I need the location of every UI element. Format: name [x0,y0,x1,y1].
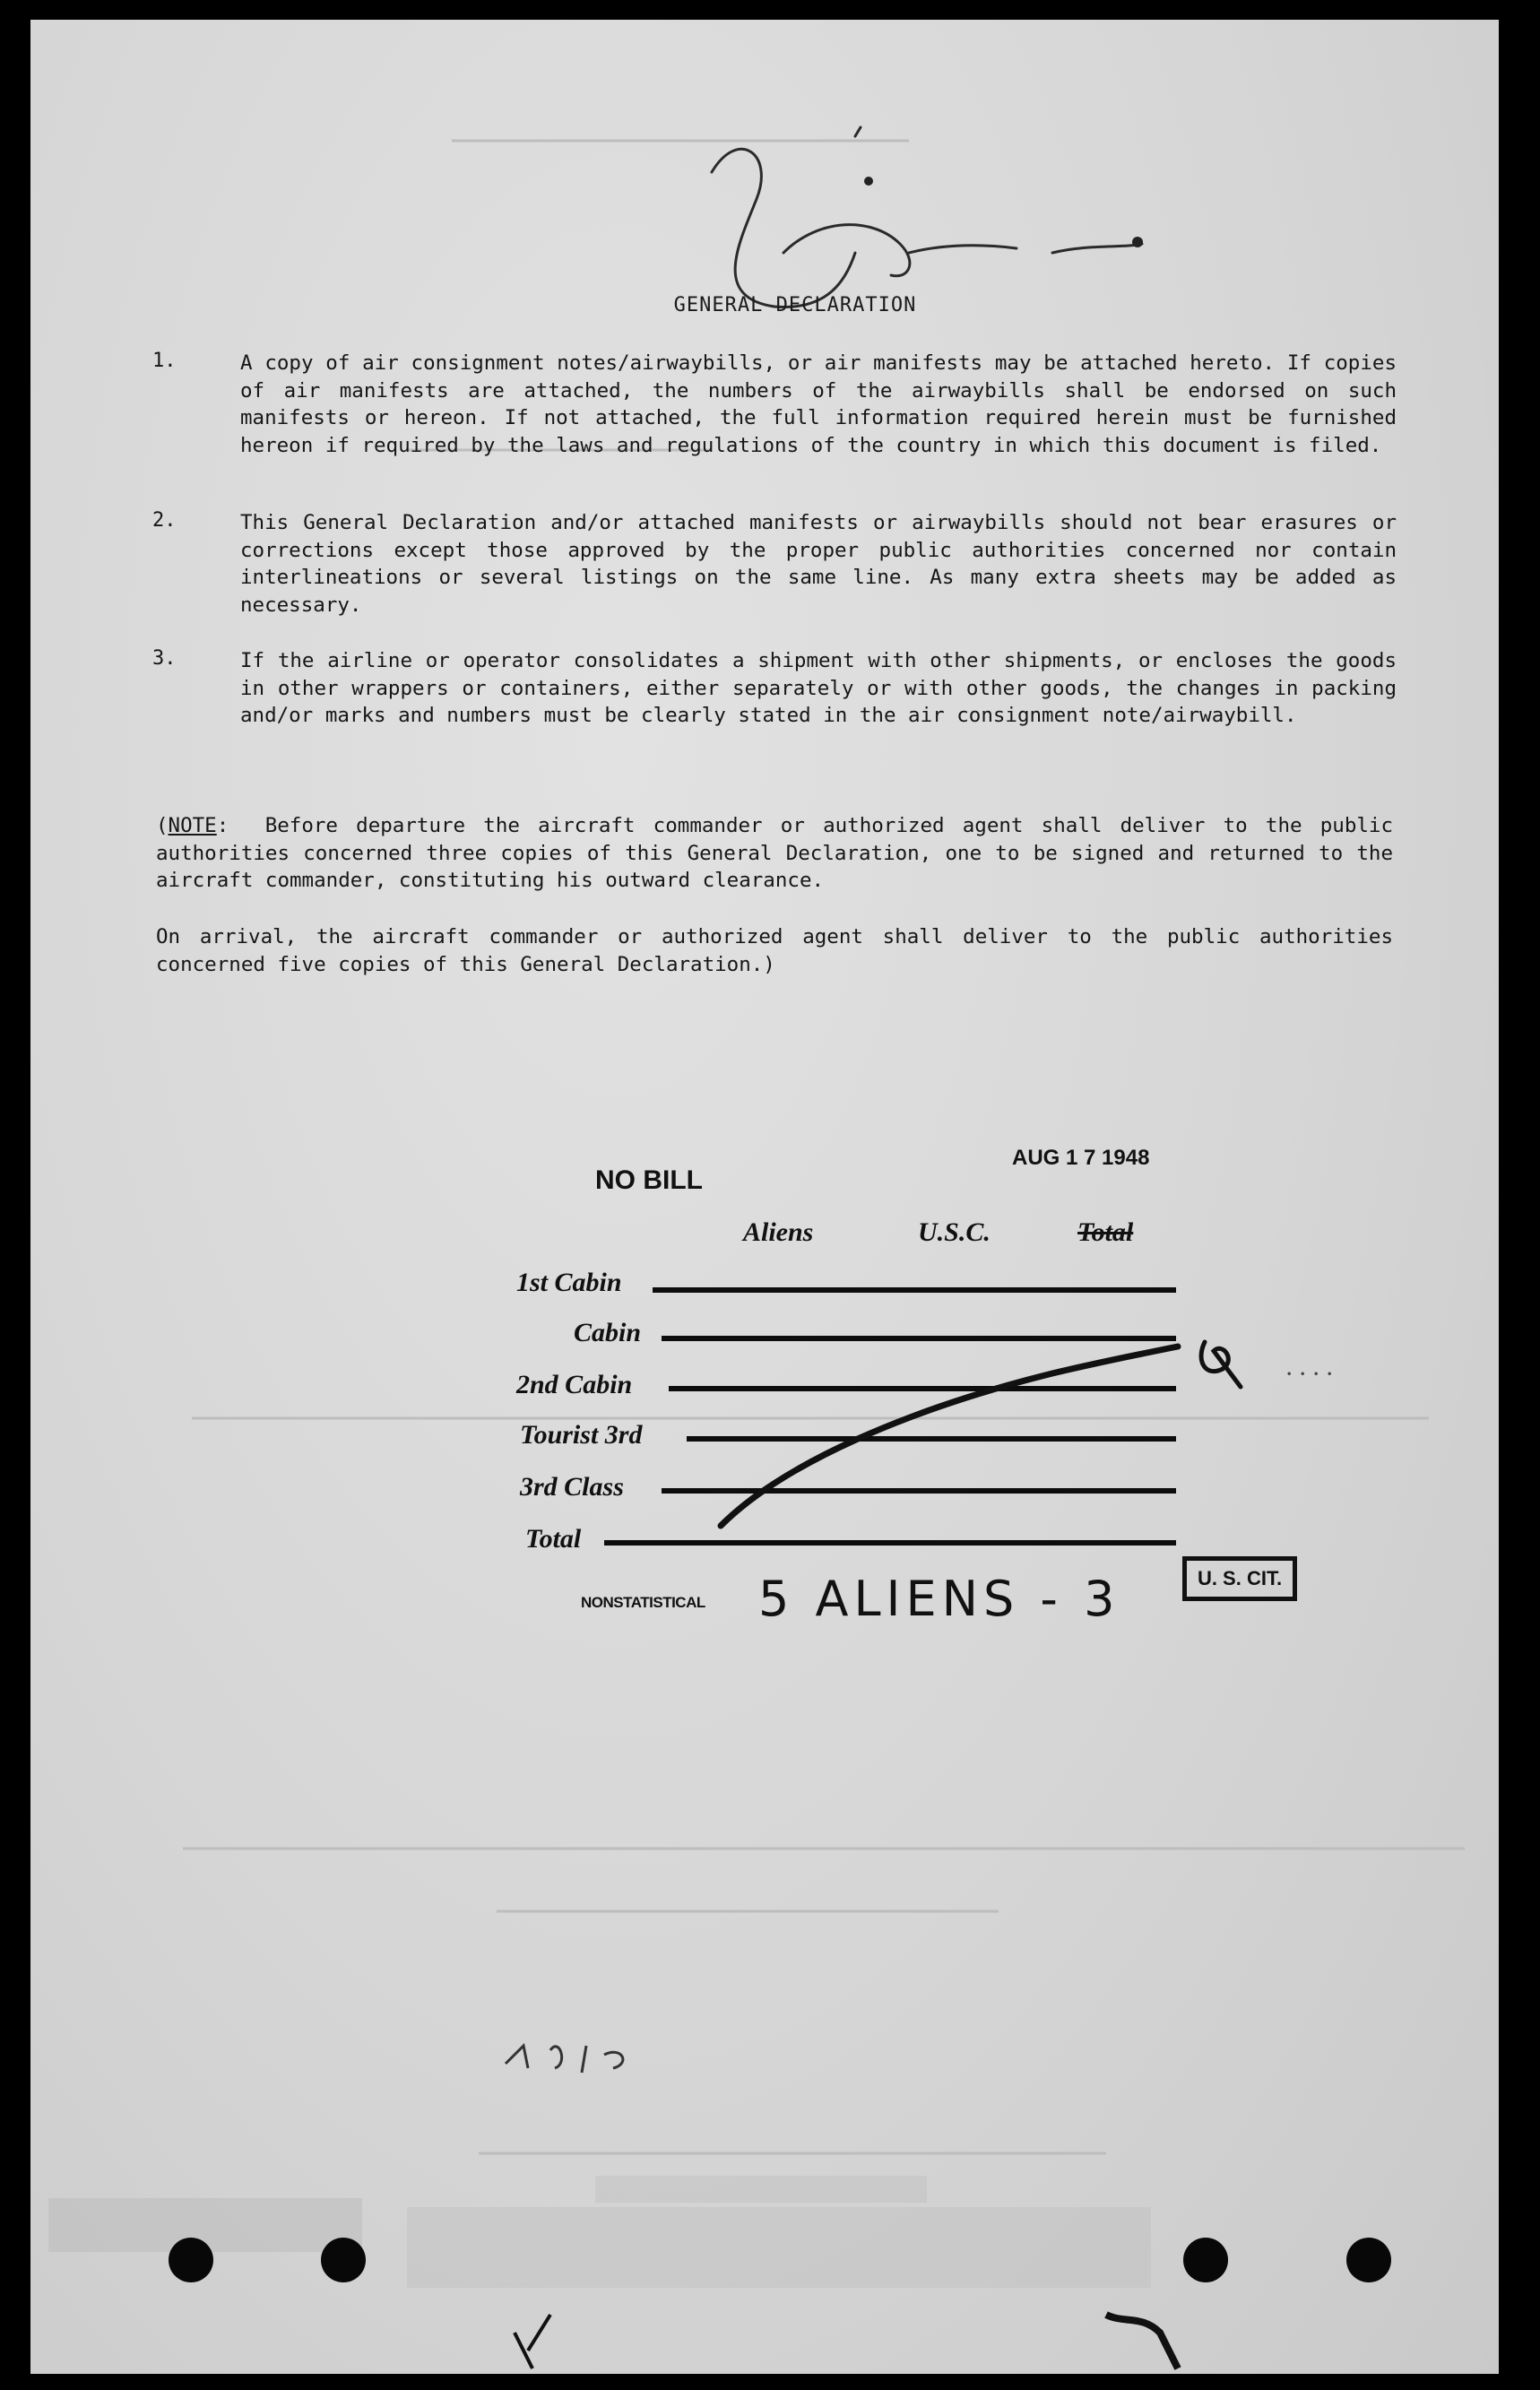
note-text: Before departure the aircraft commander or authorized agent shall deliver to the public authorities concerned three copies of this General Declaration, one to be signed and returned to the aircraft commander, constituting his outward clearance. [156,814,1394,892]
note-label: NOTE [168,814,217,837]
row-label-1st-cabin: 1st Cabin [516,1268,622,1297]
us-cit-stamp: U. S. CIT. [1182,1556,1297,1601]
note-paragraph-2: On arrival, the aircraft commander or authorized agent shall deliver to the public authorities concerned five copies of this General Declaration.) [156,925,1393,976]
row-line [653,1287,1176,1293]
item-text: If the airline or operator consolidates a shipment with other shipments, or encloses the goods in other wrappers or containers, either separately or with other goods, the changes in packing and/or marks and numbers must be clearly stated in the air consignment note/airwaybill. [240,649,1397,727]
svg-text:· · · ·: · · · · [1285,1359,1333,1389]
page-title: GENERAL DECLARATION [673,294,917,316]
column-header-aliens: Aliens [743,1217,814,1247]
punch-hole [1346,2238,1391,2282]
bottom-edge-marks [479,2297,1196,2374]
item-number: 1. [152,350,177,372]
row-label-2nd-cabin: 2nd Cabin [516,1370,633,1399]
handwritten-aliens-count: 5 ALIENS - 3 [758,1571,1120,1627]
item-number: 2. [152,509,177,532]
punch-hole [169,2238,213,2282]
note-paragraph-1: (NOTE: Before departure the aircraft commander or authorized agent shall deliver to the public authorities concerned three copies of this General Declaration, one to be signed and returned to the aircraft commander, constituting his outward clearance. [156,814,1394,892]
punch-hole [321,2238,366,2282]
item-text: This General Declaration and/or attached manifests or airwaybills should not bear erasures or corrections except those approved by the proper public authorities concerned nor contain interlineations or several listings on the same line. As many extra sheets may be added as necessary. [240,511,1397,617]
nonstatistical-stamp: NONSTATISTICAL [581,1594,705,1611]
column-header-total: Total [1077,1217,1134,1247]
row-label-tourist-3rd: Tourist 3rd [520,1420,643,1450]
column-header-usc: U.S.C. [918,1217,991,1247]
diagonal-cancel-stroke [676,1320,1196,1544]
handwritten-number-mark [497,2028,658,2091]
no-bill-stamp: NO BILL [595,1165,703,1195]
row-label-cabin: Cabin [574,1318,642,1347]
handwritten-margin-marks [1187,1324,1474,1423]
item-number: 3. [152,647,177,670]
row-label-total: Total [525,1524,582,1554]
date-stamp: AUG 1 7 1948 [1012,1146,1150,1170]
punch-hole [1183,2238,1228,2282]
document-page [30,20,1499,2374]
row-label-3rd-class: 3rd Class [520,1472,624,1502]
item-text: A copy of air consignment notes/airwaybills, or air manifests may be attached hereto. If copies of air manifests are attached, the numbers of the airwaybills shall be endorsed on such manifests or hereon. If not attached, the full information required herein must be furnished hereon if required by the laws and regulations of the country in which this document is filed. [240,351,1397,457]
